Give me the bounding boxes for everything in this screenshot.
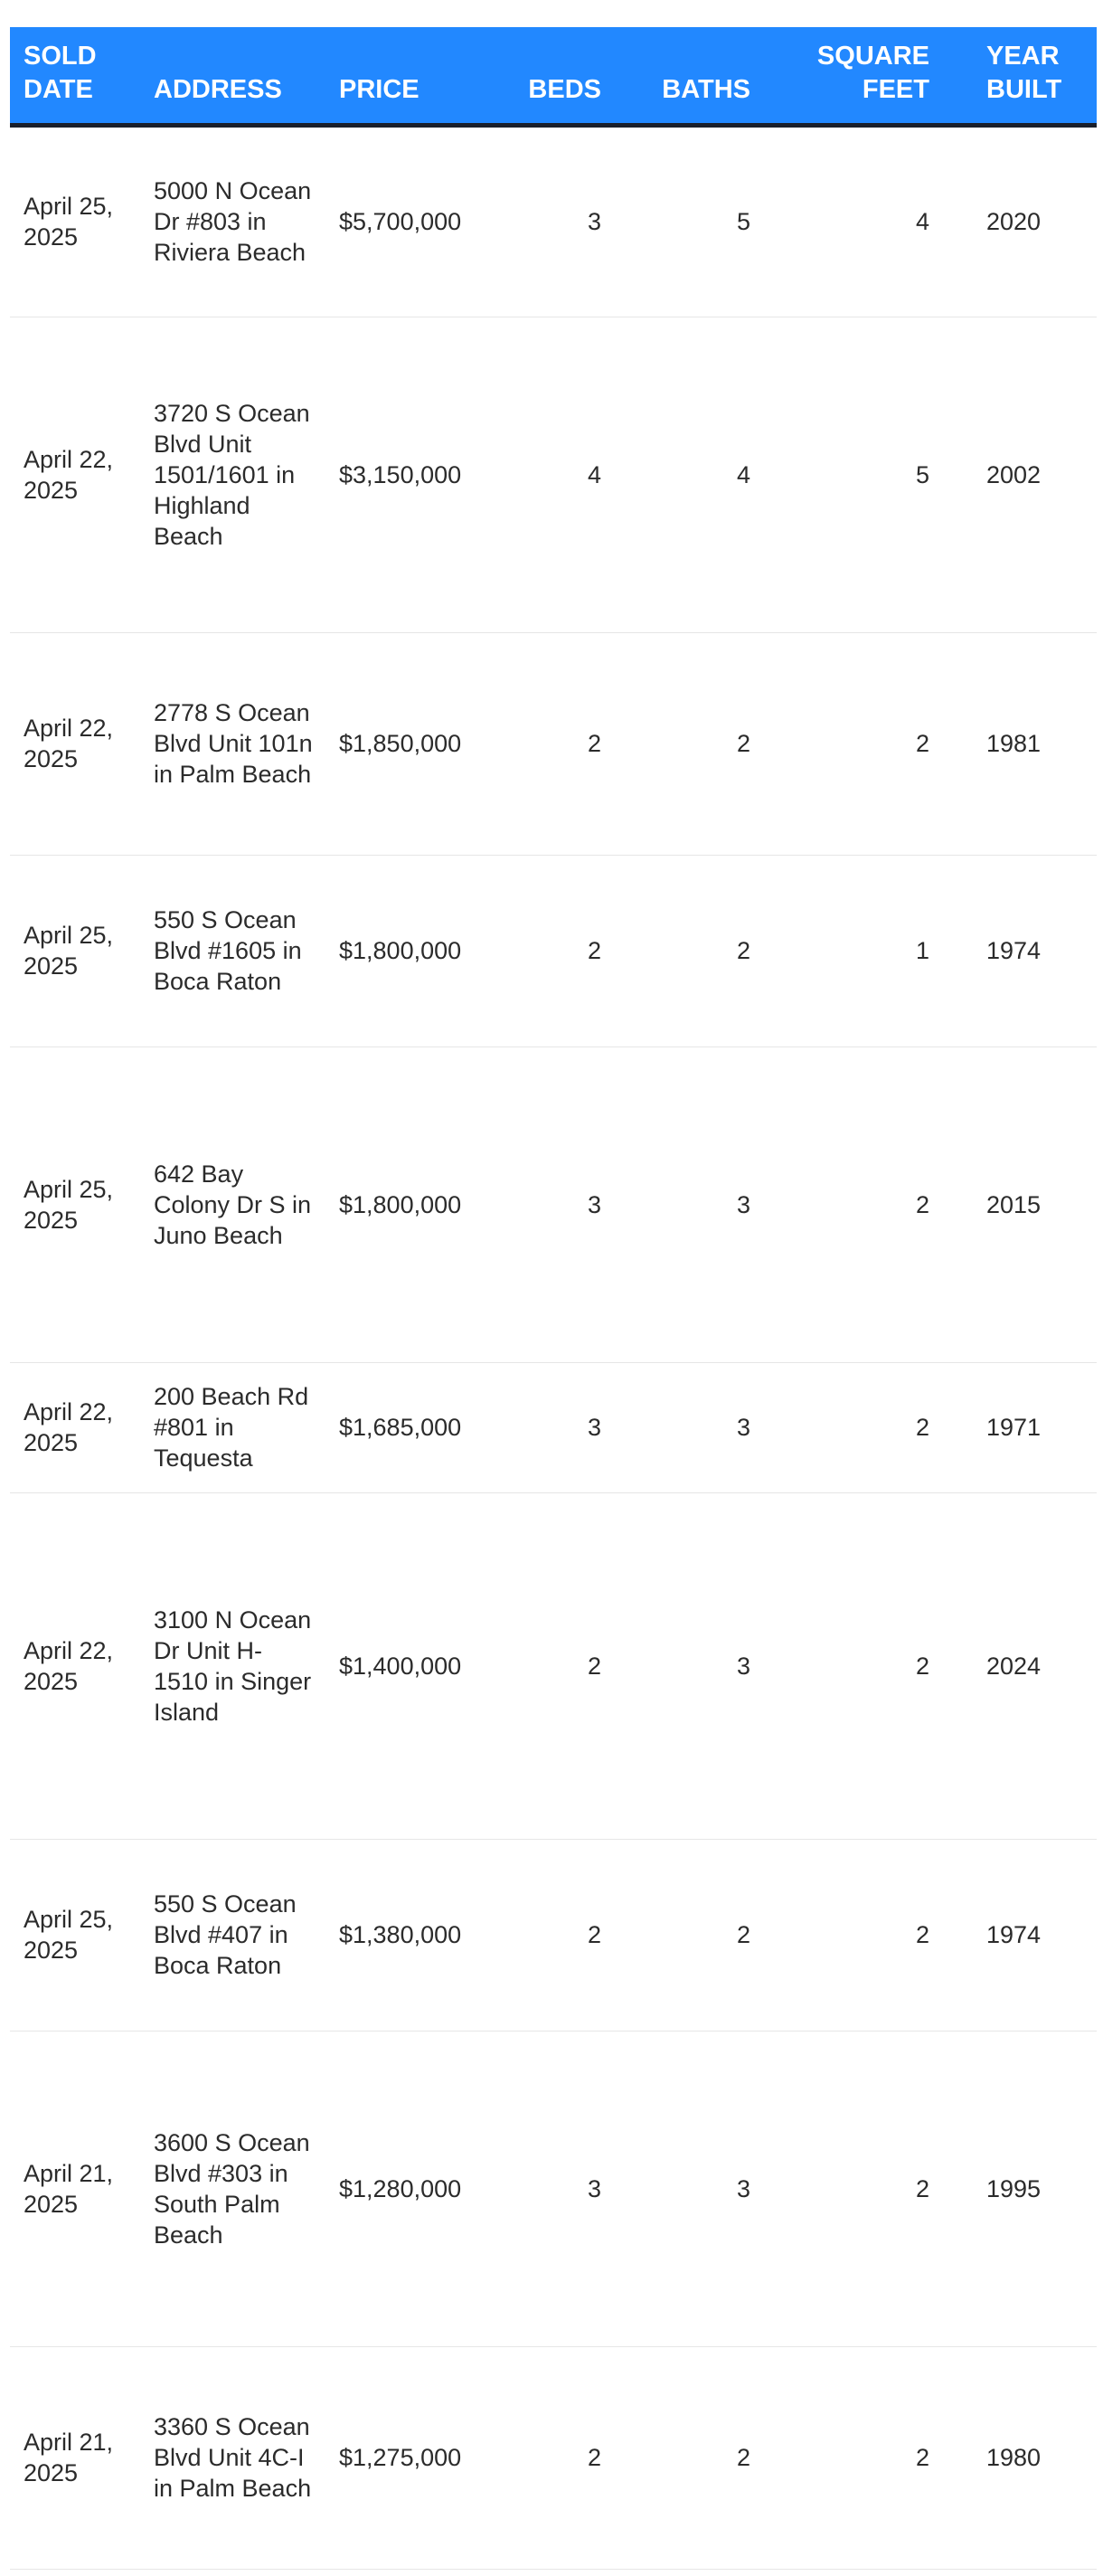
cell-beds: 3 [587,208,601,235]
cell-address: 3360 S Ocean Blvd Unit 4C-I in Palm Beach [154,2413,312,2502]
table-body [10,125,1097,2569]
cell-price: $1,800,000 [339,937,462,964]
cell-sold-date: April 25, 2025 [24,1175,114,1234]
header-row [10,27,1097,125]
cell-year-built: 2024 [986,1652,1042,1680]
cell-year-built: 1974 [986,937,1042,964]
header-year-built[interactable]: YEAR BUILT [986,41,1062,104]
cell-price: $1,380,000 [339,1921,462,1948]
cell-baths: 2 [736,730,750,757]
table-row [10,2031,1097,2346]
cell-beds: 2 [587,1921,601,1948]
cell-year-built: 1995 [986,2174,1042,2202]
cell-square-feet: 4 [915,208,929,235]
cell-address: 5000 N Ocean Dr #803 in Riviera Beach [154,177,312,266]
cell-address: 200 Beach Rd #801 in Tequesta [154,1383,309,1472]
cell-price: $1,280,000 [339,2174,462,2202]
table-row [10,317,1097,632]
sales-table-container [10,27,1097,2570]
cell-year-built: 1974 [986,1921,1042,1948]
header-beds[interactable]: BEDS [528,74,601,104]
table-row [10,125,1097,317]
cell-beds: 2 [587,2444,601,2471]
cell-sold-date: April 22, 2025 [24,445,114,504]
cell-beds: 3 [587,2174,601,2202]
cell-year-built: 2015 [986,1190,1042,1218]
cell-beds: 3 [587,1414,601,1441]
table-row [10,1839,1097,2031]
cell-square-feet: 2 [915,1921,929,1948]
cell-address: 550 S Ocean Blvd #1605 in Boca Raton [154,906,302,995]
cell-beds: 3 [587,1190,601,1218]
header-baths[interactable]: BATHS [662,74,750,104]
cell-sold-date: April 22, 2025 [24,1636,114,1695]
cell-sold-date: April 22, 2025 [24,715,114,772]
cell-baths: 3 [736,1190,750,1218]
cell-year-built: 1971 [986,1414,1042,1441]
cell-square-feet: 2 [915,2174,929,2202]
table-header [10,27,1097,125]
cell-price: $1,400,000 [339,1652,462,1680]
header-price[interactable]: PRICE [339,74,420,104]
cell-sold-date: April 22, 2025 [24,1398,114,1456]
cell-sold-date: April 21, 2025 [24,2429,114,2486]
table-row [10,1046,1097,1362]
header-square-feet[interactable]: SQUARE FEET [816,41,929,104]
cell-address: 3720 S Ocean Blvd Unit 1501/1601 in Highland Beach [154,399,310,550]
cell-square-feet: 2 [915,1190,929,1218]
cell-baths: 4 [736,460,750,488]
recent-sales-table [10,27,1097,2570]
cell-sold-date: April 25, 2025 [24,193,114,251]
cell-baths: 2 [736,1921,750,1948]
cell-sold-date: April 25, 2025 [24,1906,114,1964]
cell-baths: 2 [736,937,750,964]
cell-baths: 5 [736,208,750,235]
cell-square-feet: 2 [915,730,929,757]
cell-beds: 2 [587,730,601,757]
cell-year-built: 1981 [986,730,1042,757]
cell-square-feet: 5 [915,460,929,488]
header-sold-date[interactable]: SOLD DATE [24,41,97,104]
cell-baths: 3 [736,1652,750,1680]
table-row [10,1362,1097,1492]
table-row [10,632,1097,855]
cell-year-built: 1980 [986,2444,1042,2471]
cell-baths: 3 [736,2174,750,2202]
cell-address: 3100 N Ocean Dr Unit H-1510 in Singer Island [154,1605,312,1726]
cell-square-feet: 2 [915,1652,929,1680]
cell-baths: 2 [736,2444,750,2471]
cell-square-feet: 2 [915,1414,929,1441]
cell-square-feet: 2 [915,2444,929,2471]
cell-sold-date: April 21, 2025 [24,2159,114,2218]
cell-year-built: 2020 [986,208,1042,235]
cell-square-feet: 1 [915,937,929,964]
cell-beds: 4 [587,460,601,488]
cell-address: 642 Bay Colony Dr S in Juno Beach [154,1160,312,1249]
header-address[interactable]: ADDRESS [154,74,282,104]
cell-sold-date: April 25, 2025 [24,922,114,980]
cell-address: 3600 S Ocean Blvd #303 in South Palm Beach [154,2128,310,2249]
cell-beds: 2 [587,1652,601,1680]
cell-address: 2778 S Ocean Blvd Unit 101n in Palm Beach [154,699,313,788]
table-row [10,1492,1097,1839]
cell-price: $1,685,000 [339,1414,462,1441]
cell-price: $3,150,000 [339,460,462,488]
cell-baths: 3 [736,1414,750,1441]
table-row [10,2346,1097,2569]
cell-address: 550 S Ocean Blvd #407 in Boca Raton [154,1890,297,1979]
cell-beds: 2 [587,937,601,964]
cell-year-built: 2002 [986,460,1042,488]
cell-price: $5,700,000 [339,208,462,235]
table-row [10,855,1097,1046]
cell-price: $1,800,000 [339,1190,462,1218]
cell-price: $1,275,000 [339,2444,462,2471]
cell-price: $1,850,000 [339,730,462,757]
